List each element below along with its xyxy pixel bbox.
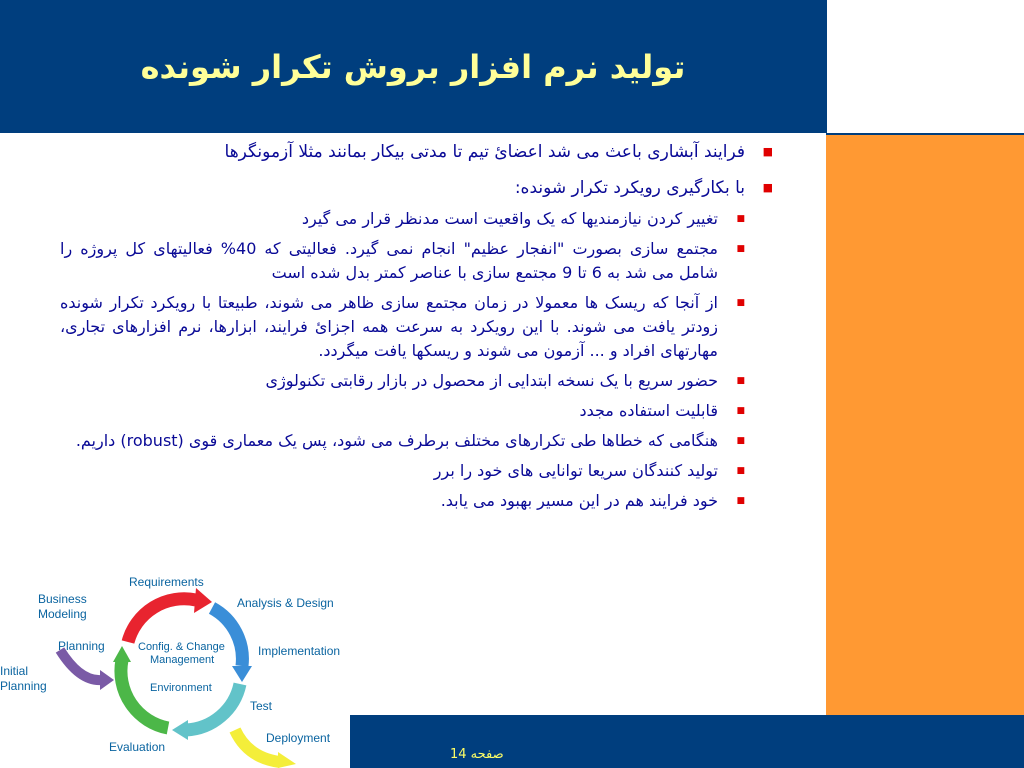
list-item-text: تغییر کردن نیازمندیها که یک واقعیت است مدنظر قرار می گیرد (301, 209, 718, 228)
label-business: Business (38, 592, 87, 606)
bullet-icon: ■ (736, 376, 745, 386)
label-management: Management (150, 654, 215, 666)
analysis-arc (212, 608, 242, 666)
label-initial: Initial (0, 664, 29, 678)
bullet-icon: ■ (736, 496, 745, 506)
title-bar (0, 0, 826, 133)
evaluation-arc (121, 660, 168, 728)
bullet-icon: ■ (736, 214, 745, 224)
label-evaluation: Evaluation (109, 740, 166, 754)
list-item (60, 399, 773, 423)
list-item-text: حضور سریع با یک نسخه ابتدایی از محصول در بازار رقابتی تکنولوژی (265, 371, 718, 390)
bullet-icon: ■ (736, 436, 745, 446)
list-item-text: هنگامی که خطاها طی تکرارهای مختلف برطرف می شود، پس یک معماری قوی (robust) داریم. (75, 431, 718, 450)
requirements-arrowhead (194, 588, 212, 613)
bullet-icon: ■ (736, 298, 745, 308)
label-modeling: Modeling (38, 607, 87, 621)
page-number: صفحه 14 (450, 747, 504, 762)
list-item (60, 177, 773, 199)
label-analysis-design: Analysis & Design (237, 596, 334, 610)
list-item (60, 291, 773, 363)
label-test: Test (250, 699, 273, 713)
label-requirements: Requirements (129, 575, 204, 589)
bullet-icon: ■ (736, 244, 745, 254)
evaluation-arrowhead (113, 646, 131, 662)
list-item-text: مجتمع سازی بصورت "انفجار عظیم" انجام نمی گیرد. فعالیتی که 40% فعالیتهای کل پروژه را شامل می شد به 6 تا 9 مجتمع سازی با عناصر کمتر بدل شده است (60, 239, 718, 282)
requirements-arc (128, 599, 196, 642)
label-deployment: Deployment (266, 731, 331, 745)
label-implementation: Implementation (258, 644, 341, 658)
list-item-text: از آنجا که ریسک ها معمولا در زمان مجتمع سازی ظاهر می شوند، طبیعتا با رویکرد تکرار شونده زودتر یافت می شوند. با این رویکرد به سرعت همه اجزائ فرایند، ابزارها، نرم افزارهای تجاری، مهارتهای افراد و ... آزمون می شوند و ریسکها یافت میگردد. (60, 293, 718, 360)
label-planning: Planning (58, 639, 105, 653)
list-item (60, 141, 773, 163)
list-item-text: تولید کنندگان سریعا توانایی های خود را برر (433, 461, 718, 480)
side-panel-top-line (826, 133, 1024, 135)
bullet-list (60, 141, 773, 519)
initial-planning-arc (60, 650, 102, 680)
test-arrowhead (172, 720, 188, 740)
list-item-text: قابلیت استفاده مجدد (579, 401, 718, 420)
list-item-text: با بکارگیری رویکرد تکرار شونده: (514, 178, 745, 198)
label-config-change: Config. & Change (138, 641, 225, 653)
initial-planning-arrowhead (100, 670, 114, 690)
iterative-process-diagram (0, 570, 350, 768)
side-panel (826, 133, 1024, 715)
bullet-icon: ■ (762, 181, 773, 194)
list-item-text: فرایند آبشاری باعث می شد اعضائ تیم تا مدتی بیکار بمانند مثلا آزمونگرها (224, 142, 745, 162)
analysis-arrowhead (232, 666, 252, 682)
slide-title: تولید نرم افزار بروش تکرار شونده (140, 48, 686, 86)
list-item (60, 369, 773, 393)
list-item (60, 237, 773, 285)
bullet-icon: ■ (762, 145, 773, 158)
list-item (60, 207, 773, 231)
list-item (60, 459, 773, 483)
label-environment: Environment (150, 682, 212, 694)
deployment-arrowhead (278, 752, 296, 768)
list-item (60, 429, 773, 453)
list-item-text: خود فرایند هم در این مسیر بهبود می یابد. (440, 491, 718, 510)
label-initial-planning: Planning (0, 679, 47, 693)
bullet-icon: ■ (736, 406, 745, 416)
list-item (60, 489, 773, 513)
bullet-icon: ■ (736, 466, 745, 476)
